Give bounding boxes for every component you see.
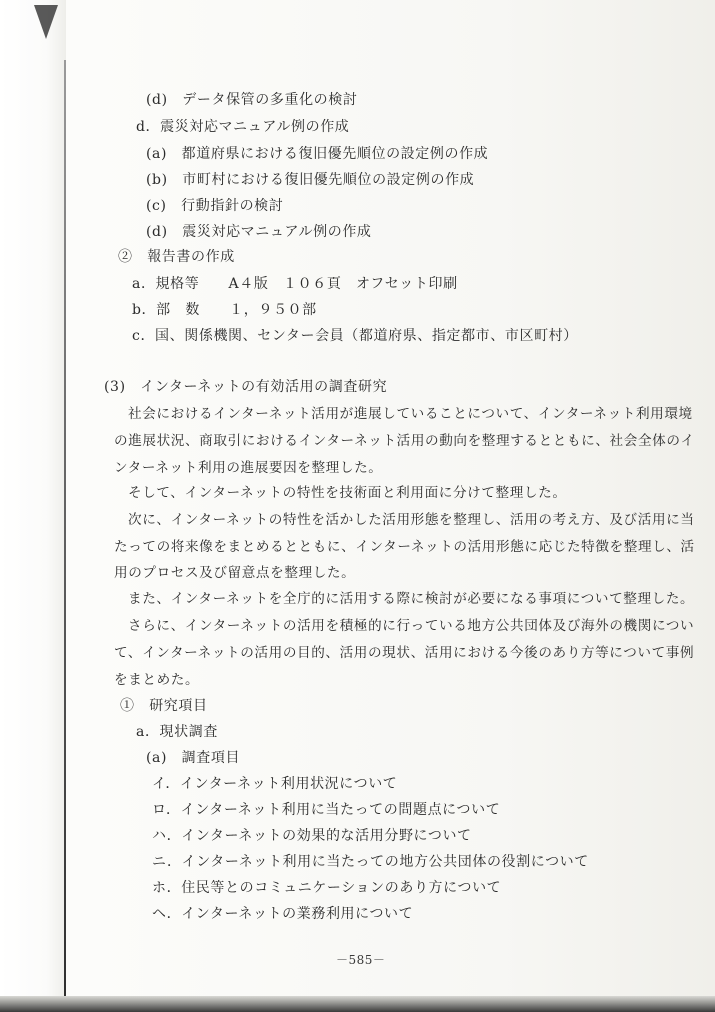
body-paragraph-line: また、インターネットを全庁的に活用する際に検討が必要になる事項について整理した。 xyxy=(128,591,695,607)
body-paragraph-line: さらに、インターネットの活用を積極的に行っている地方公共団体及び海外の機関につい xyxy=(128,618,695,634)
item-d-manual-heading: d．震災対応マニュアル例の作成 xyxy=(136,119,350,135)
item-c-action-guideline: (c) 行動指針の検討 xyxy=(146,198,284,214)
research-items-heading: ① 研究項目 xyxy=(120,698,208,714)
body-paragraph-line: をまとめた。 xyxy=(114,672,200,688)
body-paragraph-line: ンターネット利用の進展要因を整理した。 xyxy=(114,460,383,476)
survey-item-ro: ロ．インターネット利用に当たっての問題点について xyxy=(152,802,501,818)
current-survey-heading: a．現状調査 xyxy=(136,724,218,740)
body-paragraph-line: たっての将来像をまとめるとともに、インターネットの活用形態に応じた特徴を整理し、活 xyxy=(114,539,695,555)
survey-item-ho: ホ．住民等とのコミュニケーションのあり方について xyxy=(152,880,502,896)
body-paragraph-line: 用のプロセス及び留意点を整理した。 xyxy=(114,565,356,581)
item-b-municipal-priority: (b) 市町村における復旧優先順位の設定例の作成 xyxy=(146,172,475,188)
survey-item-i: イ．インターネット利用状況について xyxy=(152,776,398,792)
body-paragraph-line: そして、インターネットの特性を技術面と利用面に分けて整理した。 xyxy=(128,485,567,501)
body-paragraph-line: の進展状況、商取引におけるインターネット活用の動向を整理するとともに、社会全体のイ xyxy=(114,433,695,449)
page-number: －585－ xyxy=(336,953,386,967)
report-spec: a．規格等 A４版 １０６頁 オフセット印刷 xyxy=(132,276,458,292)
item-d-manual-creation: (d) 震災対応マニュアル例の作成 xyxy=(146,224,372,240)
item-d-data-backup: (d) データ保管の多重化の検討 xyxy=(146,92,358,108)
section-3-heading: (3) インターネットの有効活用の調査研究 xyxy=(104,379,388,395)
report-distribution: c．国、関係機関、センター会員（都道府県、指定都市、市区町村） xyxy=(132,328,578,344)
report-creation-heading: ② 報告書の作成 xyxy=(118,249,235,265)
page-binding-edge xyxy=(0,0,66,1012)
body-paragraph-line: 社会におけるインターネット活用が進展していることについて、インターネット利用環境 xyxy=(128,406,693,422)
scan-corner-mark xyxy=(34,5,58,39)
body-paragraph-line: 次に、インターネットの特性を活かした活用形態を整理し、活用の考え方、及び活用に当 xyxy=(128,512,695,528)
page-bottom-curl xyxy=(0,996,715,1012)
survey-items-heading: (a) 調査項目 xyxy=(146,750,241,766)
survey-item-ha: ハ．インターネットの効果的な活用分野について xyxy=(152,828,472,844)
survey-item-ni: ニ．インターネット利用に当たっての地方公共団体の役割について xyxy=(152,854,589,870)
report-copies: b．部 数 １，９５０部 xyxy=(132,302,317,318)
body-paragraph-line: て、インターネットの活用の目的、活用の現状、活用における今後のあり方等について事例 xyxy=(114,645,695,661)
item-a-prefecture-priority: (a) 都道府県における復旧優先順位の設定例の作成 xyxy=(146,146,489,162)
survey-item-he: ヘ．インターネットの業務利用について xyxy=(152,906,414,922)
binding-shadow-line xyxy=(64,60,66,1005)
